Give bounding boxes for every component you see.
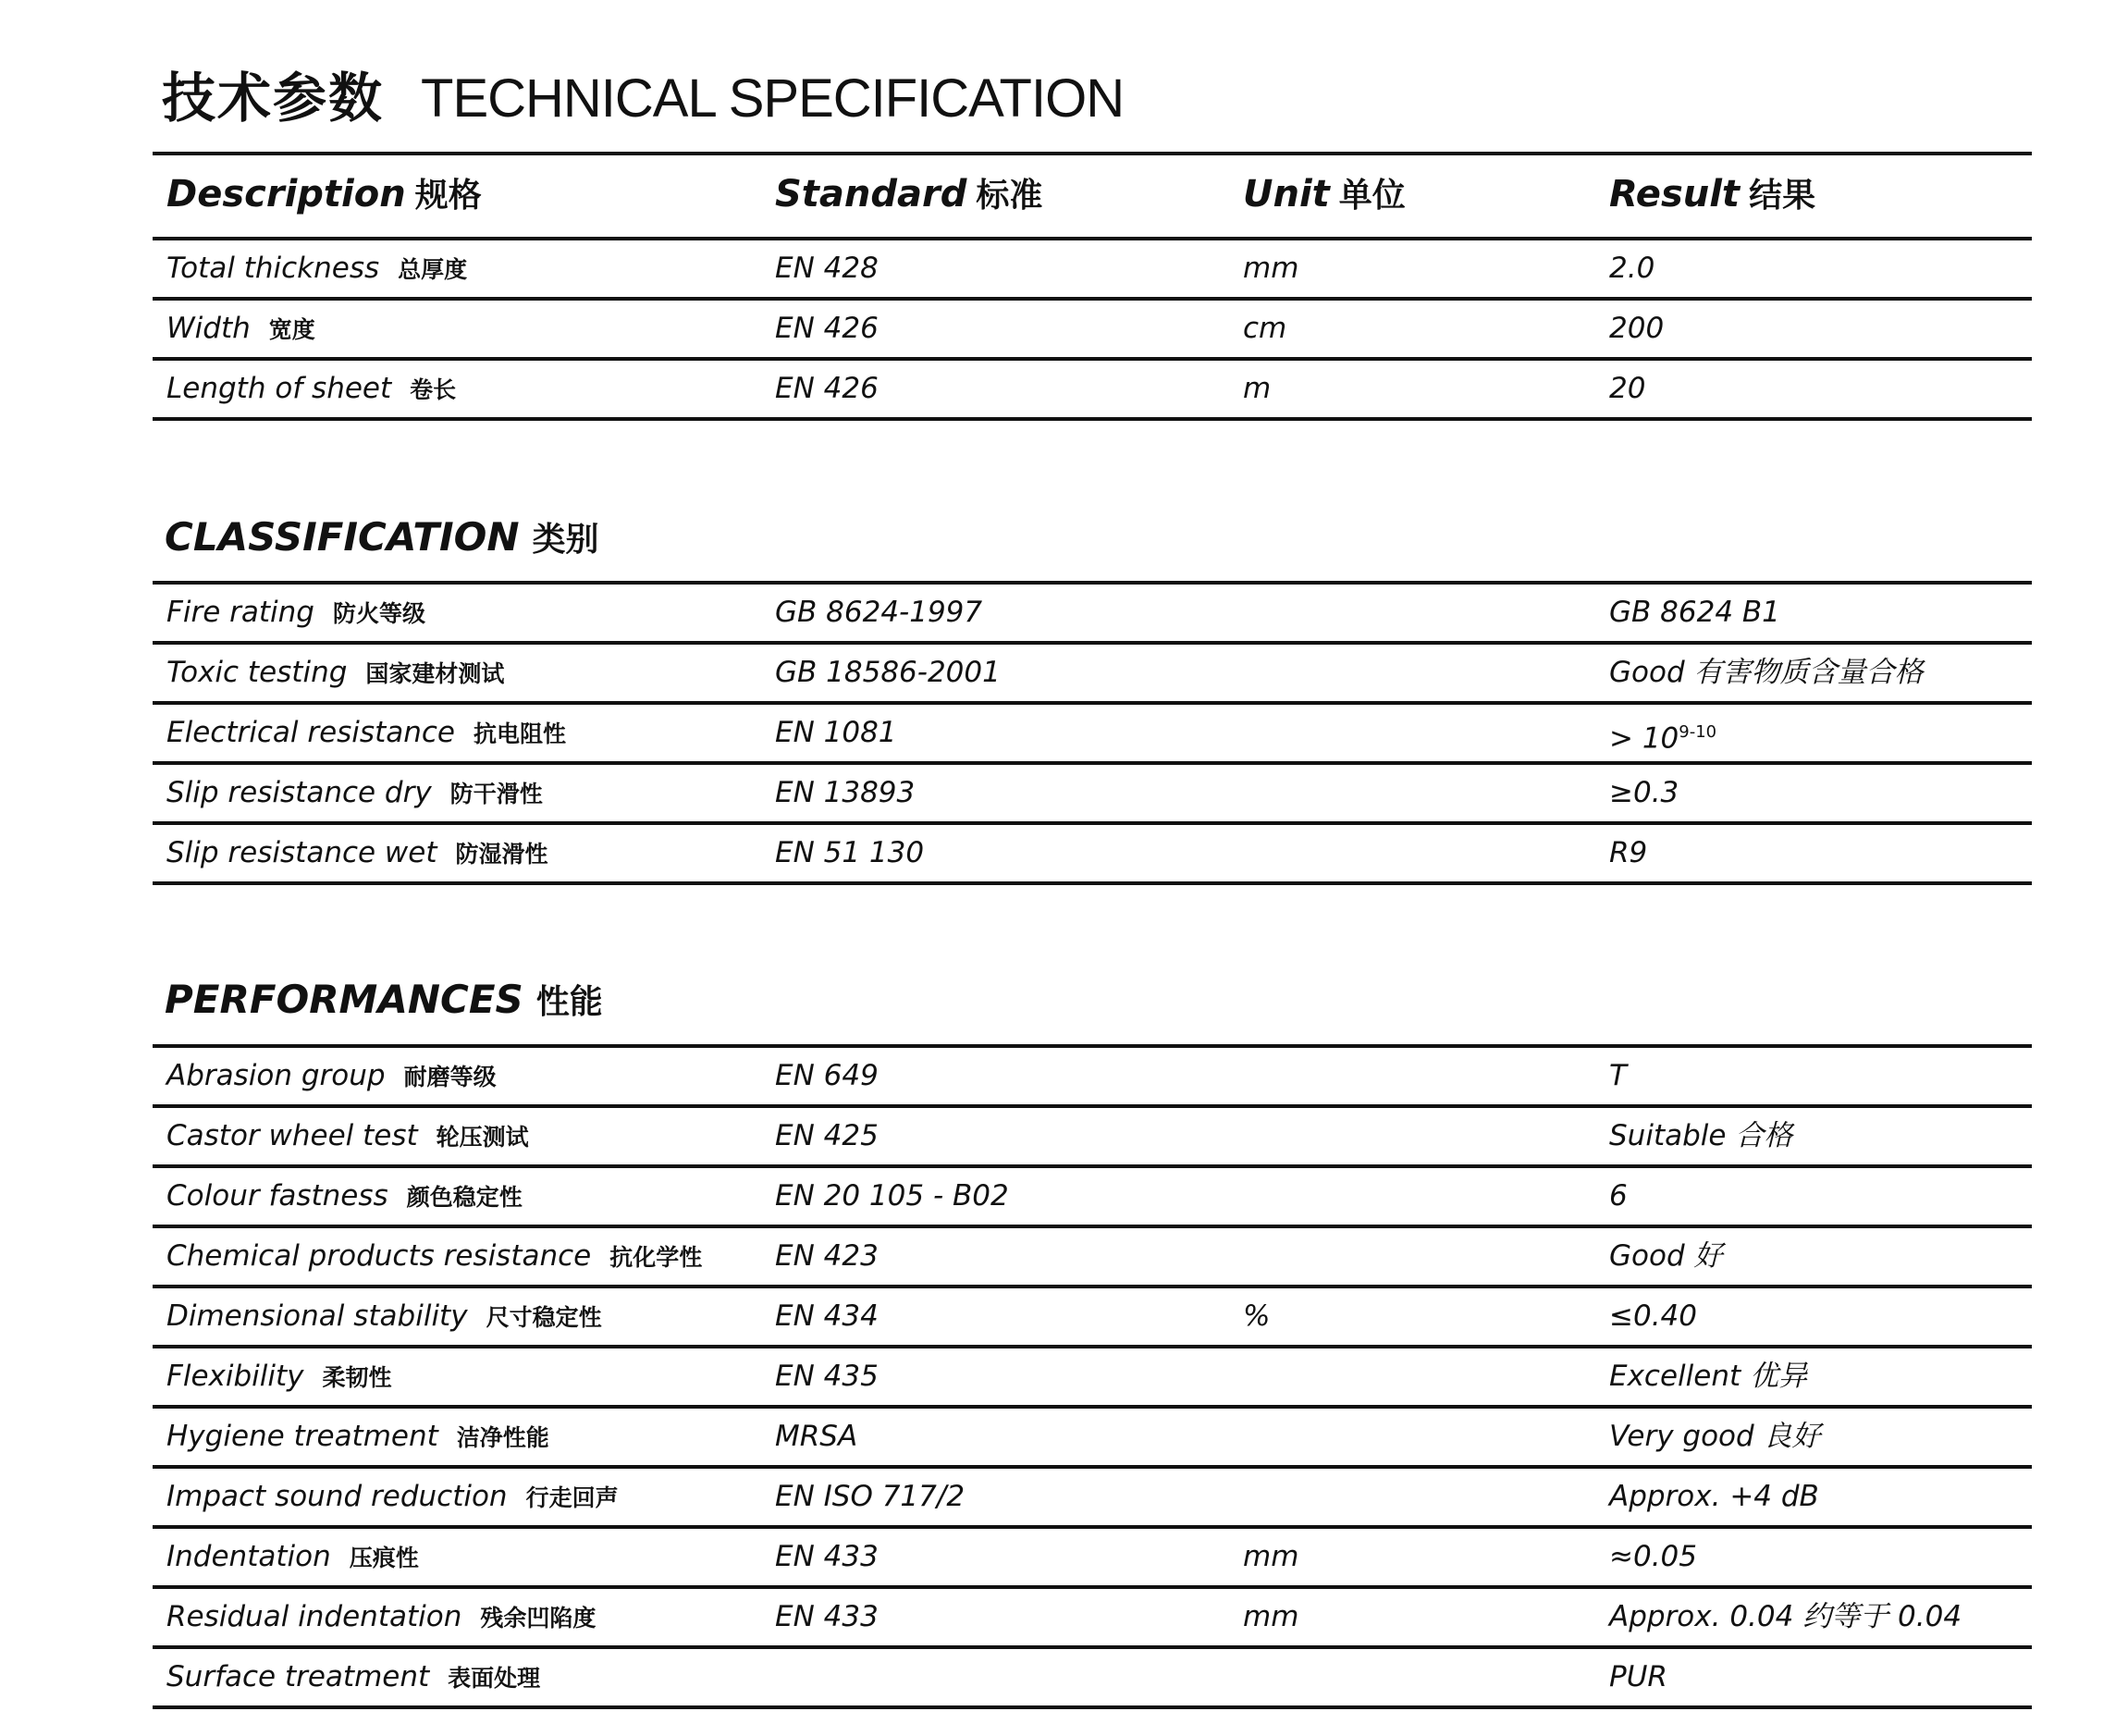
- row-rule: [153, 297, 2032, 301]
- row-standard: EN 434: [775, 1299, 879, 1333]
- row-description: [166, 1228, 702, 1286]
- description-cn: 耐磨等级: [403, 1064, 497, 1090]
- row-description: [166, 301, 315, 358]
- row-description: [166, 1469, 619, 1526]
- description-en: Abrasion group: [166, 1059, 386, 1092]
- header-result: Result 结果: [1609, 173, 1816, 215]
- description-cn: 颜色稳定性: [406, 1184, 523, 1211]
- result-value: GB 8624 B1: [1609, 596, 1780, 629]
- row-result: [1609, 1469, 1819, 1524]
- description-cn: 轮压测试: [436, 1124, 529, 1151]
- description-cn: 表面处理: [448, 1665, 541, 1692]
- row-unit: m: [1243, 372, 1272, 405]
- row-description: [166, 1529, 419, 1586]
- row-description: [166, 1649, 540, 1706]
- description-en: Hygiene treatment: [166, 1420, 438, 1453]
- row-result: [1609, 1228, 1723, 1284]
- description-en: Slip resistance wet: [166, 836, 437, 869]
- description-en: Electrical resistance: [166, 716, 455, 749]
- row-unit: mm: [1243, 1600, 1299, 1633]
- row-result: [1609, 1168, 1628, 1224]
- row-rule: [153, 881, 2032, 885]
- row-standard: EN 426: [775, 372, 879, 405]
- row-rule: [153, 417, 2032, 421]
- description-cn: 防火等级: [332, 600, 425, 627]
- description-cn: 柔韧性: [322, 1364, 392, 1391]
- row-description: [166, 1348, 392, 1406]
- row-description: [166, 240, 467, 298]
- row-result: [1609, 705, 1716, 766]
- result-value: 2.0: [1609, 252, 1655, 285]
- result-value: 200: [1609, 312, 1665, 345]
- description-en: Toxic testing: [166, 656, 348, 689]
- row-standard: EN 649: [775, 1059, 879, 1092]
- row-result: [1609, 361, 1645, 416]
- row-result: [1609, 1649, 1667, 1705]
- result-value: Approx. 0.04 约等于 0.04: [1609, 1600, 1962, 1633]
- header-top-rule: [153, 152, 2032, 155]
- row-result: [1609, 1288, 1697, 1344]
- row-result: [1609, 1409, 1821, 1464]
- row-description: [166, 1048, 497, 1105]
- description-en: Indentation: [166, 1540, 331, 1573]
- header-description: Description 规格: [166, 173, 482, 215]
- description-en: Impact sound reduction: [166, 1480, 508, 1513]
- page-title-cn: 技术参数: [162, 67, 385, 129]
- row-description: [166, 1168, 523, 1225]
- description-en: Dimensional stability: [166, 1299, 468, 1333]
- row-standard: EN ISO 717/2: [775, 1480, 966, 1513]
- header-standard: Standard 标准: [775, 173, 1043, 215]
- row-description: [166, 825, 548, 882]
- description-en: Castor wheel test: [166, 1119, 418, 1152]
- description-en: Colour fastness: [166, 1179, 388, 1213]
- description-cn: 洁净性能: [456, 1424, 549, 1451]
- row-standard: EN 425: [775, 1119, 879, 1152]
- row-rule: [153, 1705, 2032, 1709]
- row-result: [1609, 645, 1924, 700]
- result-value: ≤0.40: [1609, 1299, 1697, 1333]
- row-result: [1609, 825, 1647, 880]
- row-standard: GB 18586-2001: [775, 656, 1001, 689]
- description-cn: 残余凹陷度: [480, 1605, 597, 1631]
- row-result: [1609, 240, 1654, 296]
- row-standard: EN 433: [775, 1540, 879, 1573]
- row-standard: EN 51 130: [775, 836, 925, 869]
- description-cn: 尺寸稳定性: [486, 1304, 602, 1331]
- description-en: Flexibility: [166, 1360, 304, 1393]
- row-result: [1609, 1108, 1792, 1163]
- performances-title: PERFORMANCES 性能: [165, 977, 603, 1022]
- description-cn: 国家建材测试: [365, 660, 505, 687]
- description-en: Total thickness: [166, 252, 380, 285]
- description-cn: 抗电阻性: [473, 720, 566, 747]
- row-result: [1609, 765, 1679, 820]
- row-standard: EN 433: [775, 1600, 879, 1633]
- page-title: [162, 65, 1124, 132]
- result-value: > 10: [1609, 721, 1679, 756]
- row-standard: EN 435: [775, 1360, 879, 1393]
- description-cn: 宽度: [268, 316, 315, 343]
- row-unit: mm: [1243, 1540, 1299, 1573]
- row-standard: GB 8624-1997: [775, 596, 983, 629]
- row-standard: EN 426: [775, 312, 879, 345]
- row-standard: EN 20 105 - B02: [775, 1179, 1009, 1213]
- result-value: Excellent 优异: [1609, 1360, 1808, 1393]
- row-description: [166, 705, 566, 762]
- result-value: ≥0.3: [1609, 776, 1679, 809]
- row-standard: MRSA: [775, 1420, 858, 1453]
- row-unit: %: [1243, 1299, 1271, 1333]
- description-cn: 行走回声: [525, 1484, 619, 1511]
- row-standard: EN 423: [775, 1239, 879, 1273]
- result-value: ≈0.05: [1609, 1540, 1697, 1573]
- description-en: Width: [166, 312, 251, 345]
- result-value: Good 好: [1609, 1239, 1723, 1273]
- result-value: 20: [1609, 372, 1646, 405]
- description-cn: 防干滑性: [449, 781, 543, 807]
- result-superscript: 9-10: [1679, 722, 1717, 742]
- result-value: 6: [1609, 1179, 1628, 1213]
- result-value: Good 有害物质含量合格: [1609, 656, 1924, 689]
- row-standard: EN 1081: [775, 716, 897, 749]
- result-value: Approx. +4 dB: [1609, 1480, 1819, 1513]
- row-result: [1609, 301, 1664, 356]
- row-description: [166, 765, 543, 822]
- row-result: [1609, 1589, 1962, 1644]
- row-unit: cm: [1243, 312, 1287, 345]
- page-title-en: TECHNICAL SPECIFICATION: [421, 68, 1125, 129]
- row-rule: [153, 1525, 2032, 1529]
- classification-title: CLASSIFICATION 类别: [165, 514, 599, 560]
- result-value: PUR: [1609, 1660, 1667, 1693]
- result-value: R9: [1609, 836, 1648, 869]
- row-unit: mm: [1243, 252, 1299, 285]
- row-result: [1609, 585, 1780, 640]
- description-en: Surface treatment: [166, 1660, 430, 1693]
- row-description: [166, 1589, 596, 1646]
- result-value: Very good 良好: [1609, 1420, 1821, 1453]
- row-result: [1609, 1529, 1697, 1584]
- result-value: T: [1609, 1059, 1627, 1092]
- row-standard: EN 13893: [775, 776, 916, 809]
- row-description: [166, 585, 425, 642]
- row-result: [1609, 1048, 1627, 1103]
- description-cn: 总厚度: [398, 256, 468, 283]
- row-description: [166, 645, 504, 702]
- description-cn: 卷长: [410, 376, 457, 403]
- description-en: Fire rating: [166, 596, 314, 629]
- description-cn: 压痕性: [349, 1545, 419, 1571]
- description-en: Length of sheet: [166, 372, 392, 405]
- row-description: [166, 1108, 529, 1165]
- row-description: [166, 361, 456, 418]
- row-description: [166, 1288, 602, 1346]
- row-description: [166, 1409, 549, 1466]
- description-cn: 抗化学性: [609, 1244, 703, 1271]
- description-en: Slip resistance dry: [166, 776, 432, 809]
- description-en: Chemical products resistance: [166, 1239, 592, 1273]
- description-en: Residual indentation: [166, 1600, 462, 1633]
- header-unit: Unit 单位: [1243, 173, 1406, 215]
- result-value: Suitable 合格: [1609, 1119, 1793, 1152]
- description-cn: 防湿滑性: [455, 841, 548, 868]
- row-standard: EN 428: [775, 252, 879, 285]
- row-result: [1609, 1348, 1807, 1404]
